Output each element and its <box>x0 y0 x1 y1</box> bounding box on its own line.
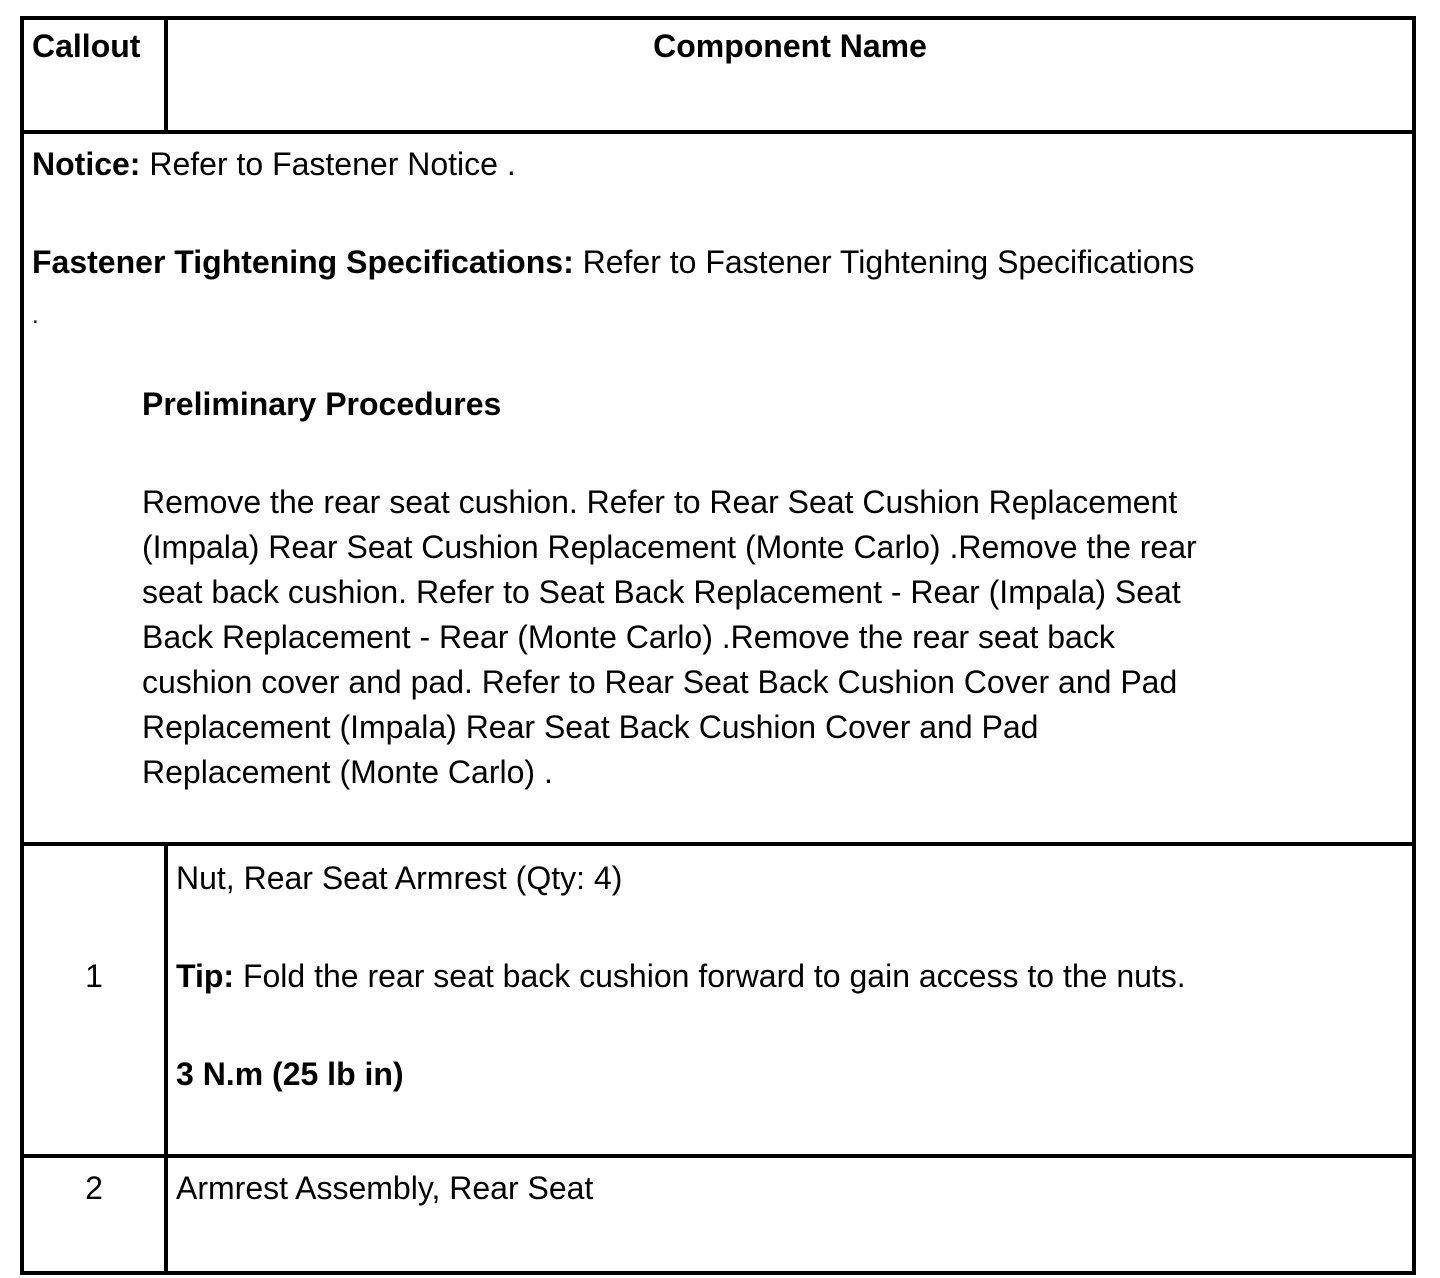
tip-text: Fold the rear seat back cushion forward to gain access to the nuts. <box>234 958 1186 994</box>
preliminary-heading: Preliminary Procedures <box>142 386 502 422</box>
header-divider <box>24 130 1412 134</box>
preliminary-line: Back Replacement - Rear (Monte Carlo) .Remove the rear seat back <box>142 619 1115 655</box>
fastener-spec-text: Refer to Fastener Tightening Specifications <box>573 244 1195 280</box>
notice-text: Refer to Fastener Notice . <box>140 146 516 182</box>
preliminary-line: cushion cover and pad. Refer to Rear Seat Back Cushion Cover and Pad <box>142 664 1178 700</box>
preliminary-line: (Impala) Rear Seat Cushion Replacement (Monte Carlo) .Remove the rear <box>142 529 1197 565</box>
preliminary-divider <box>24 842 1412 846</box>
header-column-divider <box>164 20 168 132</box>
preliminary-line: seat back cushion. Refer to Seat Back Replacement - Rear (Impala) Seat <box>142 574 1181 610</box>
component-name: Nut, Rear Seat Armrest (Qty: 4) <box>176 860 623 896</box>
fastener-spec-trailing: . <box>32 302 39 329</box>
tip-label: Tip: <box>176 958 235 994</box>
preliminary-line: Remove the rear seat cushion. Refer to Rear Seat Cushion Replacement <box>142 484 1178 520</box>
tip-line <box>176 958 1186 994</box>
component-table <box>20 16 1416 1275</box>
callout-number: 2 <box>85 1170 103 1206</box>
fastener-spec-label: Fastener Tightening Specifications: <box>32 244 574 280</box>
notice-line <box>32 146 516 182</box>
rows-column-divider <box>164 842 168 1275</box>
preliminary-line: Replacement (Impala) Rear Seat Back Cushion Cover and Pad <box>142 709 1039 745</box>
torque-spec: 3 N.m (25 lb in) <box>176 1056 404 1092</box>
row-divider <box>24 1154 1412 1158</box>
preliminary-line: Replacement (Monte Carlo) . <box>142 754 553 790</box>
notice-label: Notice: <box>32 146 141 182</box>
fastener-spec-line <box>32 244 1195 280</box>
component-name: Armrest Assembly, Rear Seat <box>176 1170 594 1206</box>
callout-number: 1 <box>85 958 103 994</box>
preliminary-text <box>142 480 1197 795</box>
component-name-column-header: Component Name <box>653 28 927 64</box>
callout-column-header: Callout <box>32 28 141 64</box>
